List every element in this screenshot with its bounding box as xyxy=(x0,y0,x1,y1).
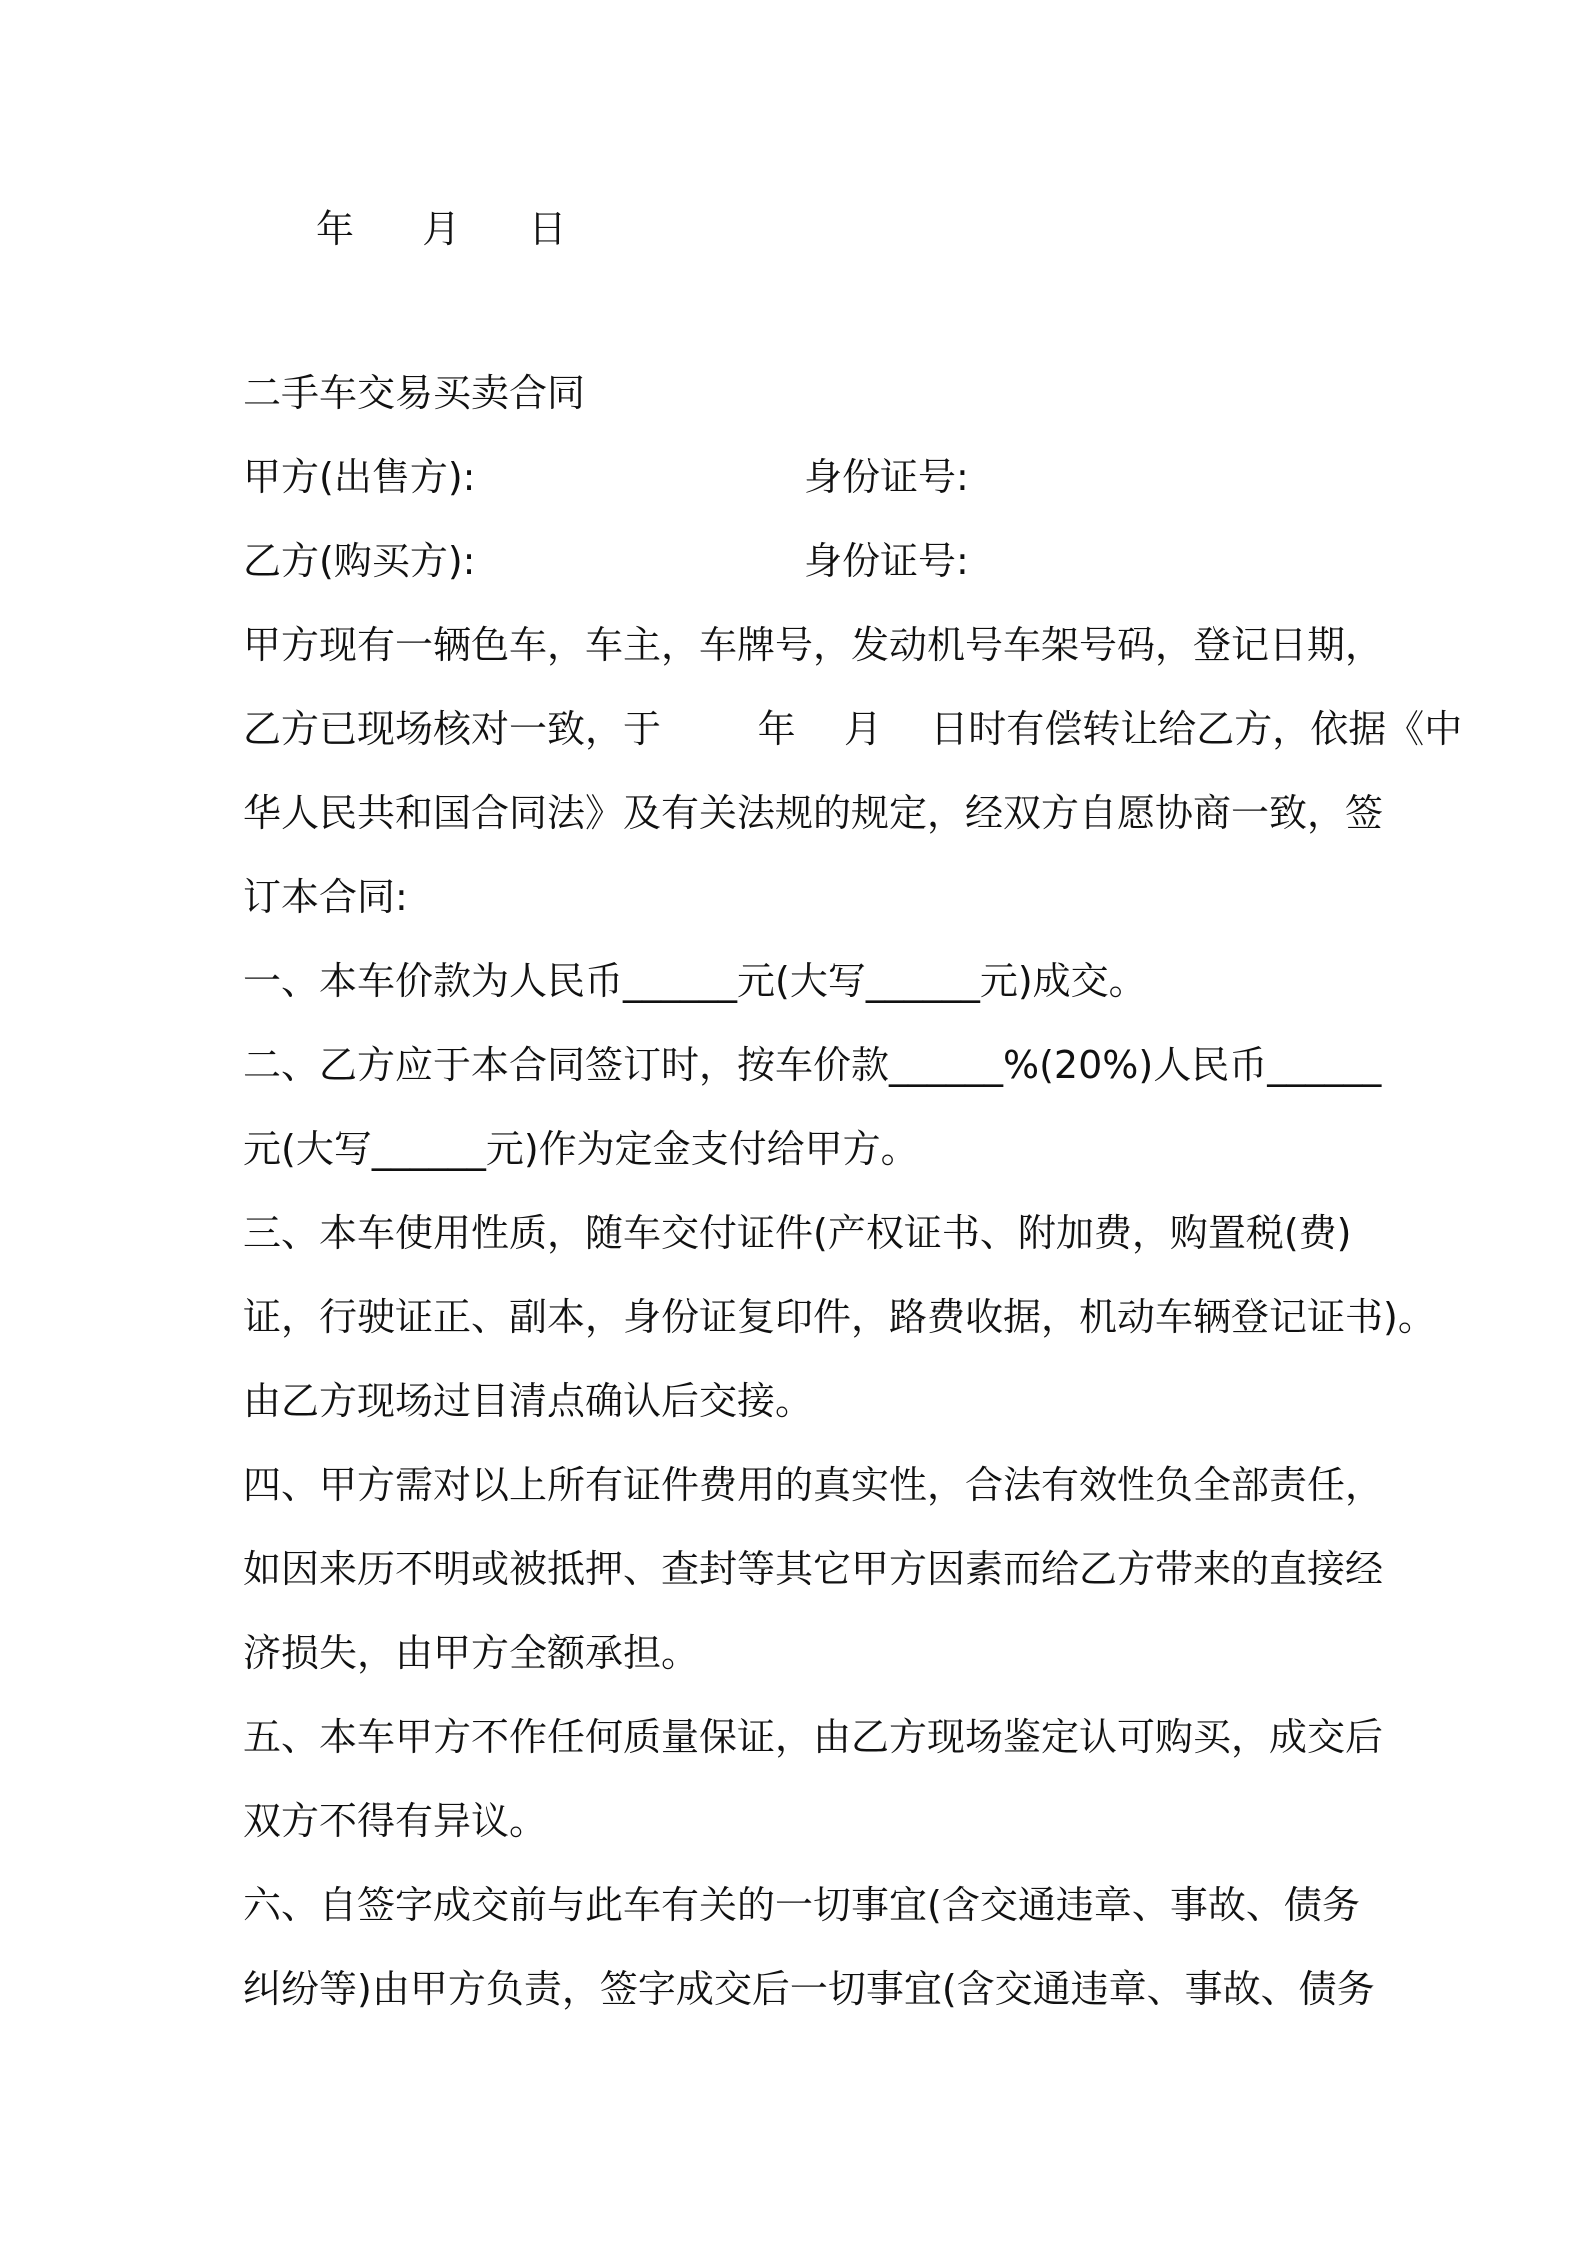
clause-1: 一、本车价款为人民币______元(大写______元)成交。 xyxy=(243,959,1147,1003)
body-line: 乙方已现场核对一致，于 年 月 日时有偿转让给乙方，依据《中 xyxy=(243,707,1463,751)
party-b-label: 乙方(购买方): xyxy=(243,539,476,583)
party-a-id-label: 身份证号: xyxy=(804,455,969,499)
body-line: 订本合同: xyxy=(243,875,408,919)
clause-6-cont: 纠纷等)由甲方负责，签字成交后一切事宜(含交通违章、事故、债务 xyxy=(243,1967,1375,2011)
body-line: 甲方现有一辆色车，车主，车牌号，发动机号车架号码，登记日期， xyxy=(243,623,1384,667)
clause-2: 二、乙方应于本合同签订时，按车价款______%(20%)人民币______ xyxy=(243,1043,1382,1087)
date-line: 年 月 日 xyxy=(316,207,575,251)
clause-2-cont: 元(大写______元)作为定金支付给甲方。 xyxy=(243,1127,919,1171)
clause-5: 五、本车甲方不作任何质量保证，由乙方现场鉴定认可购买，成交后 xyxy=(243,1715,1384,1759)
contract-title: 二手车交易买卖合同 xyxy=(243,371,586,415)
clause-4-cont: 济损失，由甲方全额承担。 xyxy=(243,1631,700,1675)
clause-6: 六、自签字成交前与此车有关的一切事宜(含交通违章、事故、债务 xyxy=(243,1883,1360,1927)
clause-4-cont: 如因来历不明或被抵押、查封等其它甲方因素而给乙方带来的直接经 xyxy=(243,1547,1384,1591)
party-a-label: 甲方(出售方): xyxy=(243,455,476,499)
party-b-id-label: 身份证号: xyxy=(804,539,969,583)
clause-4: 四、甲方需对以上所有证件费用的真实性，合法有效性负全部责任， xyxy=(243,1463,1384,1507)
body-line: 华人民共和国合同法》及有关法规的规定，经双方自愿协商一致，签 xyxy=(243,791,1384,835)
clause-3-cont: 证，行驶证正、副本，身份证复印件，路费收据，机动车辆登记证书)。 xyxy=(243,1295,1436,1339)
clause-3-cont: 由乙方现场过目清点确认后交接。 xyxy=(243,1379,814,1423)
clause-3: 三、本车使用性质，随车交付证件(产权证书、附加费，购置税(费) xyxy=(243,1211,1352,1255)
clause-5-cont: 双方不得有异议。 xyxy=(243,1799,548,1843)
